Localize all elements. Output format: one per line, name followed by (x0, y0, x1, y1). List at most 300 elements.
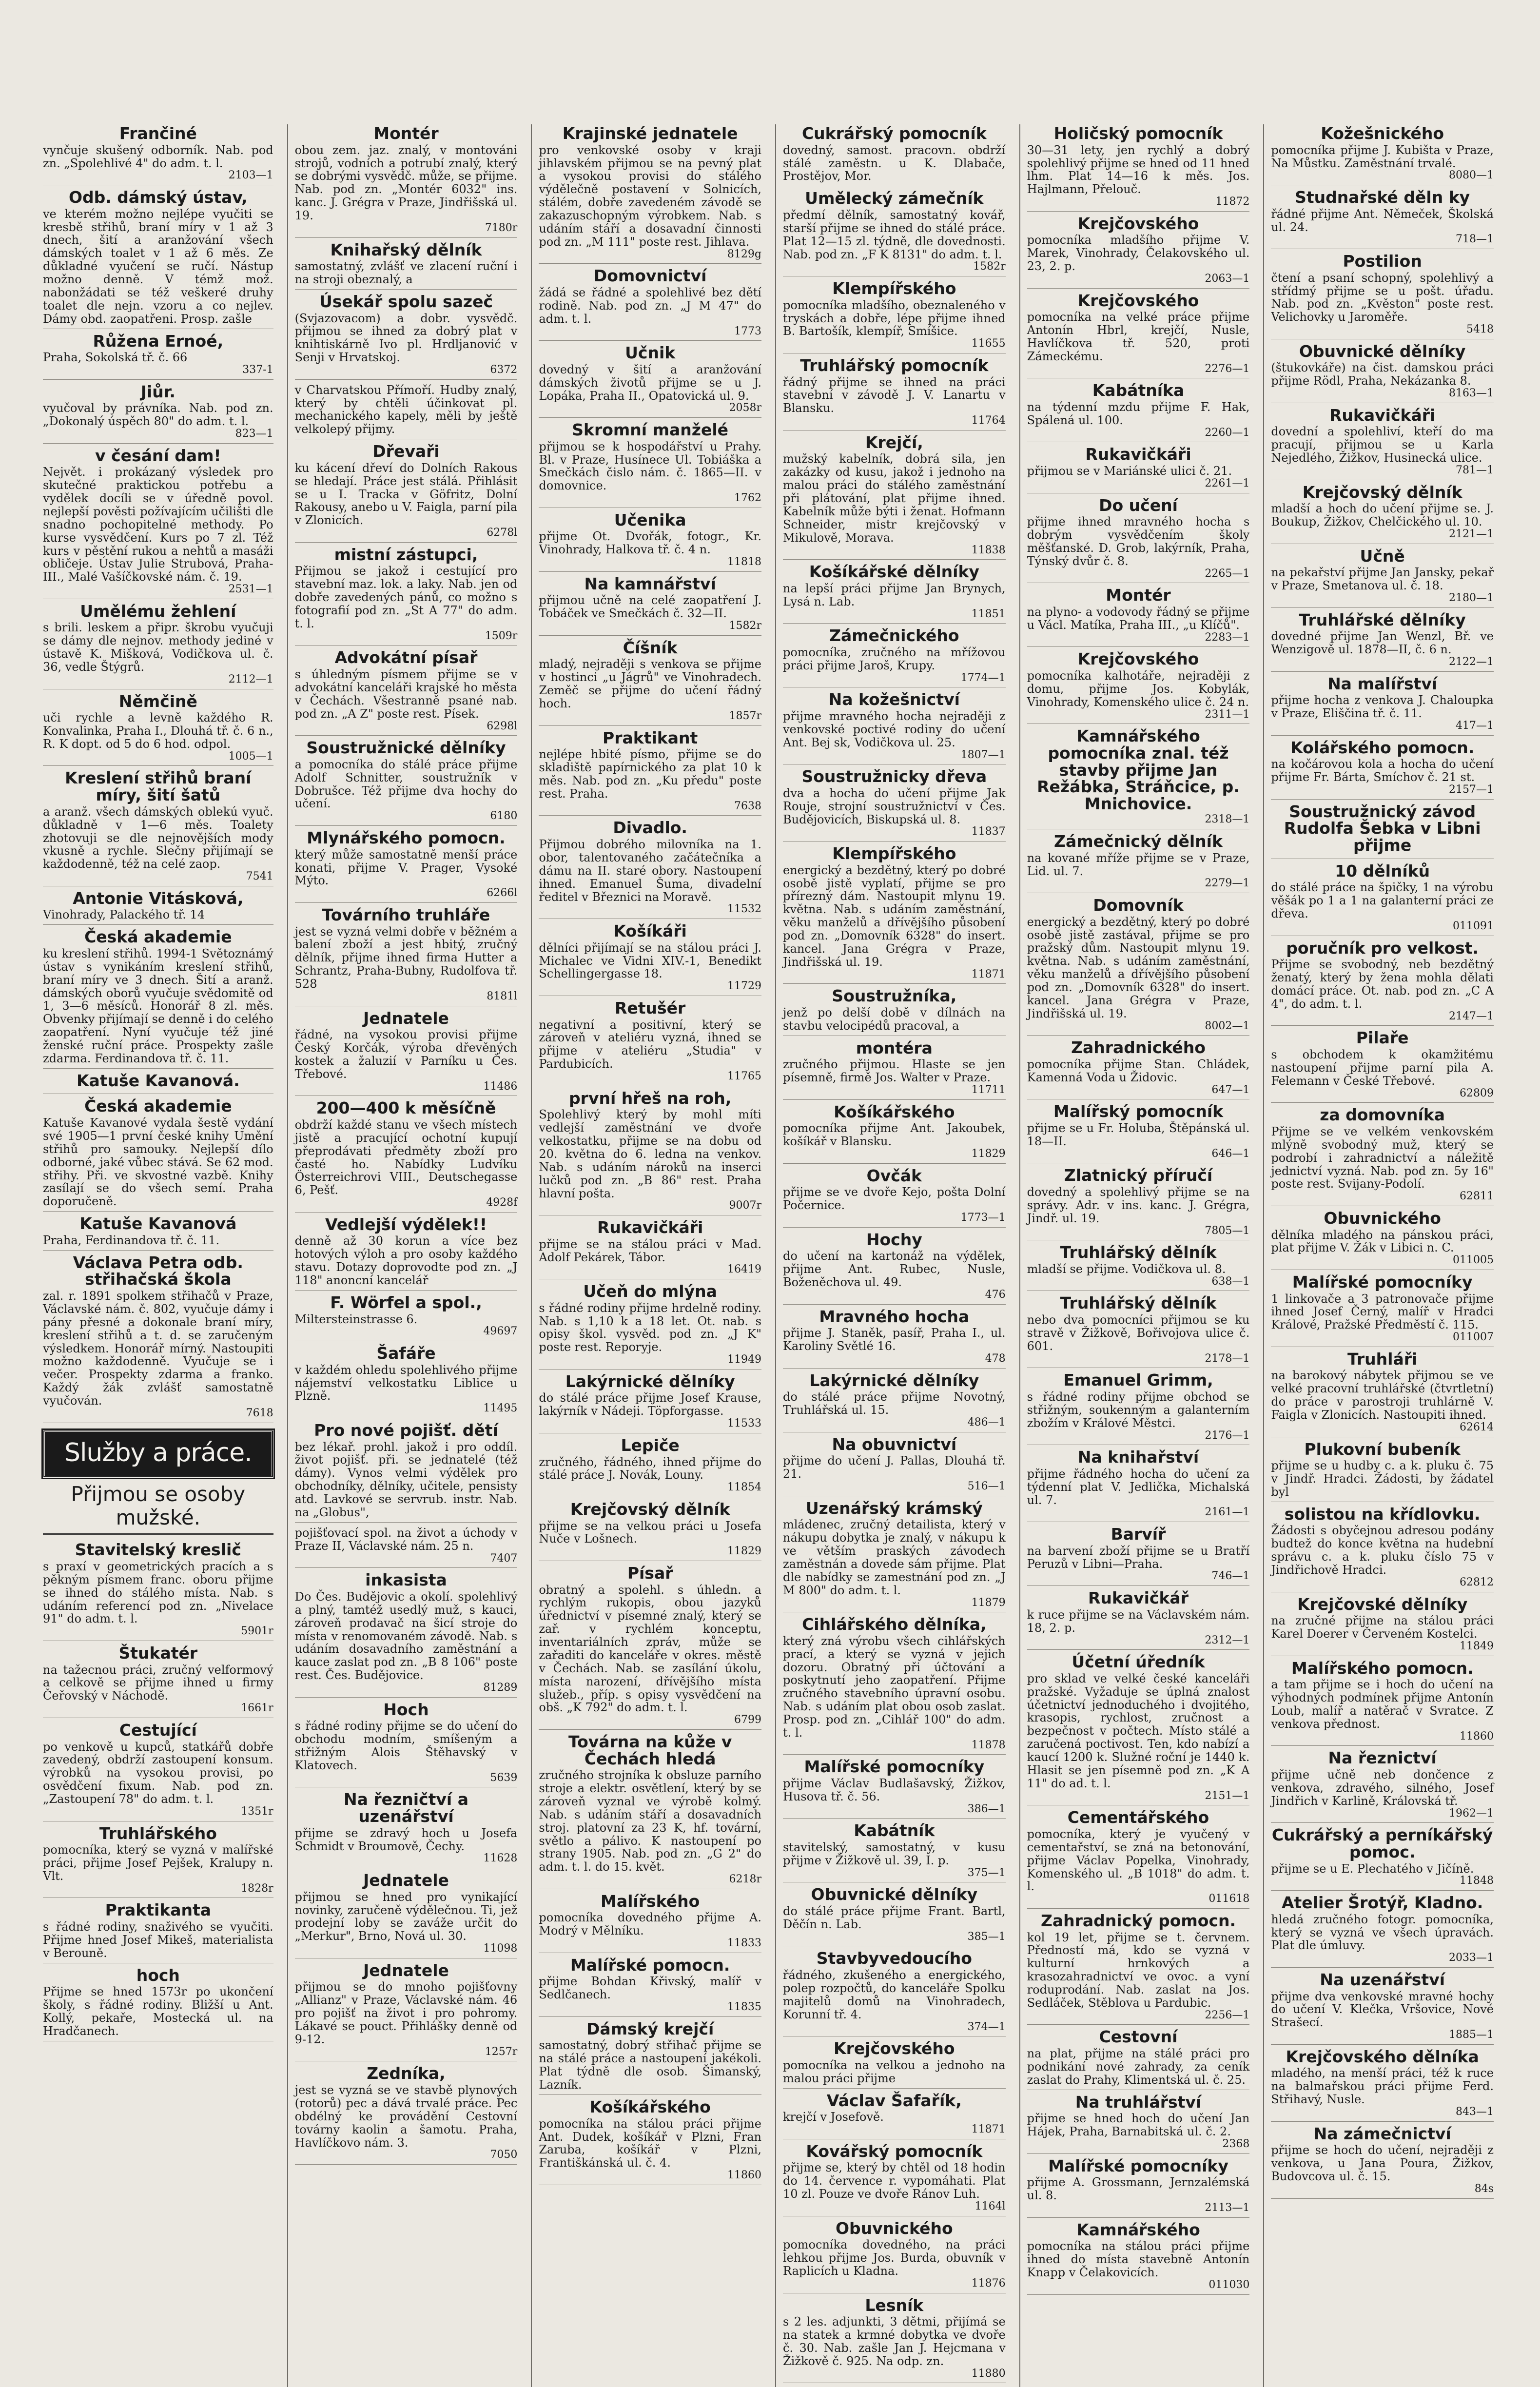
ad-footer: 2368 (1222, 2138, 1250, 2151)
ad-list (295, 125, 518, 2165)
ad-body: Přijme se ve velkém venkovském mlýně svobodný muž, který se podrobí i zahradnictví a náležitě jednictví vyzná. Nab. pod zn. 5y 16" poste rest. Svijany-Podolí. (1271, 1124, 1494, 1191)
ad-title: Hochy (866, 1230, 922, 1249)
ad-title: Česká akademie (84, 927, 232, 947)
ad-title: Na kožešnictví (828, 690, 960, 709)
ad-footer: 62809 (1459, 1087, 1494, 1099)
ad-footer: 11765 (727, 1070, 761, 1083)
ad-footer: 11838 (971, 544, 1006, 556)
classified-ad (295, 1872, 518, 1958)
classified-ad (783, 2040, 1006, 2088)
classified-ad (1027, 651, 1250, 724)
classified-ad (539, 923, 761, 996)
ad-footer: 374—1 (967, 2020, 1006, 2033)
ad-body: mladý, nejraději s venkova se přijme v hostinci „u Jágrů" ve Vinohradech. Zeměč se přijme do učení řádný hoch. (539, 657, 761, 711)
classified-ad (295, 1526, 518, 1568)
classified-ad (539, 1090, 761, 1215)
classified-ad (295, 1422, 518, 1523)
ad-title: Cementářského (1067, 1808, 1209, 1827)
classified-ad (1027, 125, 1250, 212)
ad-body: s praxí v geometrických pracích a s pěkným písmem franc. oboru přijme se ihned do stálého místa. Nab. s udáním referencí pod zn. „Nivelace 91" do adm. t. l. (43, 1559, 273, 1626)
classified-ad (1027, 1039, 1250, 1099)
ad-footer: 11849 (1459, 1640, 1494, 1652)
ad-footer: 6372 (490, 364, 518, 376)
classified-ad (1271, 1972, 1494, 2045)
ad-footer: 6266l (487, 887, 518, 900)
ad-body: samostatný, dobrý střihač přijme se na stálé práce a nastoupení jakékoli. Plat týdně dle osob. Šimanský, Lazník. (539, 2038, 761, 2092)
ad-title: Krejčovského (1077, 291, 1199, 310)
ad-footer: 718—1 (1455, 233, 1494, 246)
ad-body: přijme J. Staněk, pasíř, Praha I., ul. Karoliny Světlé 16. (782, 1326, 1006, 1353)
ad-footer: 11533 (727, 1417, 761, 1430)
ad-body: jest se vyzná velmi dobře v běžném a balení zboží a jest hbitý, zručný dělník, přijme ihned firma Hutter a Schrantz, Praha-Bubny, Rudolfova tř. 528 (294, 924, 518, 991)
ad-body: pomocníka na velkou a jednoho na malou práci přijme (782, 2058, 1006, 2085)
ad-footer: 843—1 (1455, 2106, 1494, 2118)
ad-footer: 11818 (727, 556, 761, 568)
ad-body: po venkově u kupců, statkářů dobře zavedený, obdrží zastoupení konsum. výrobků na vysokou provisi, po osvědčení fixum. Nab. pod zn. „Zastoupení 78" do adm. t. l. (43, 1740, 273, 1806)
ad-body: přijme Václav Budlašavský, Žižkov, Husova tř. č. 56. (782, 1777, 1006, 1803)
ad-footer: 6298l (487, 720, 518, 732)
ad-body: pomocníka na stálou práci přijme Ant. Dudek, košíkář v Plzni, Fran Zaruba, košíkář v Plzni, Františkánská ul. č. 4. (539, 2116, 761, 2170)
classified-ad (783, 988, 1006, 1036)
ad-title: Lakýrnické dělníky (565, 1371, 735, 1391)
classified-ad (1271, 253, 1494, 339)
ad-body: dovedný v šití a aranžování dámských životů přijme se u J. Lopáka, Praha II., Opatovická ul. 9. (539, 362, 761, 403)
ad-footer: 5639 (490, 1771, 518, 1784)
ad-title: Emanuel Grimm, (1063, 1370, 1213, 1390)
classified-ad (539, 1957, 761, 2017)
ad-body: pomocníka mladšího, obeznaleného v tryskách a dobře, lépe přijme ihned B. Bartošík, klempíř, Smíšice. (782, 298, 1006, 338)
ad-body: řádného, zkušeného a energického, polep rozpočtů, do kanceláře Spolku majitelů domů na Vinohradech, Korunní tř. 4. (782, 1968, 1006, 2021)
ad-body: přijme se na stálou práci v Mad. Adolf Pekárek, Tábor. (539, 1237, 761, 1264)
ad-title: Kamnářského (1076, 2220, 1200, 2239)
ad-title: Na knihařství (1077, 1448, 1199, 1467)
ad-title: Postilion (1343, 252, 1422, 271)
classified-ad (43, 1645, 273, 1718)
ad-footer: 2058r (729, 402, 761, 414)
ad-body: s úhledným písmem přijme se v advokátní kanceláři krajské ho města v Čechách. Všestranně psané nab. pod zn. „A Z" poste rest. Písek. (294, 667, 518, 721)
ad-footer: 11729 (727, 980, 761, 993)
ad-title: Učně (1360, 546, 1405, 566)
ad-body: zručného, řádného, ihned přijme do stálé práce J. Novák, Louny. (539, 1455, 761, 1482)
ad-body: přijmou se hned pro vynikající novinky, zaručeně výdělečnou. Ti, jež prodejní loby se zaváže určit do „Merkur", Brno, Nová ul. 30. (294, 1890, 518, 1943)
ad-title: Na uzenářství (1320, 1970, 1445, 1989)
ad-footer: 62812 (1459, 1576, 1494, 1588)
ad-body: (Svjazovacom) a dobr. vysvědč. přijmou se ihned za dobrý plat v knihtiskárně Ivo pl. Hrdljanović v Senji v Hrvatskoj. (294, 311, 518, 365)
classified-ad (783, 357, 1006, 430)
ad-title: Soustružnický závod Rudolfa Šebka v Libni přijme (1284, 802, 1481, 855)
ad-title: Zámečnického (829, 626, 959, 646)
ad-footer: 2122—1 (1448, 656, 1494, 668)
classified-ad (1027, 1590, 1250, 1650)
ad-body: dělníka mladého na pánskou práci, plat přijme V. Žák v Libici n. C. (1271, 1228, 1494, 1255)
ad-title: Praktikanta (105, 1900, 212, 1920)
classified-ad (539, 2099, 761, 2185)
ad-footer: 7805—1 (1205, 1224, 1250, 1237)
ad-title: první hřeš na roh, (569, 1088, 732, 1108)
ad-footer: 11098 (483, 1942, 518, 1955)
ad-body: kol 19 let, přijme se t. červnem. Předností má, kdo se vyzná v kulturní hrnkových a krasozahradnictví ve ovoc. a vyní roduprodání. Nab. zaslat na Jos. Sedláček, Stěblova u Pardubic. (1027, 1930, 1250, 2010)
ad-body: který zná výrobu všech cihlářských prací, a který se vyzná v jejich dozoru. Obratný při účtování a poskytnutí jeho zaopatření. Přijme zručného stavebního úpravní osobu. Nab. s udáním plat obou osob zaslat. Prosp. pod zn. „Cihlář 100" do adm. t. l. (782, 1634, 1006, 1740)
ad-title: Jednatele (363, 1960, 449, 1980)
ad-footer: 11829 (727, 1545, 761, 1558)
ad-footer: 478 (985, 1352, 1006, 1365)
ad-body: čtení a psaní schopný, spolehlivý a střídmý přijme se u pošt. úřadu. Nab. pod zn. „Kvěston" poste rest. Velichovky u Jaroměře. (1271, 271, 1494, 324)
ad-footer: 2161—1 (1205, 1506, 1250, 1519)
ad-footer: 2033—1 (1448, 1952, 1494, 1964)
classified-ad (43, 890, 273, 925)
ad-title: Antonie Vitásková, (73, 888, 244, 908)
classified-ad (43, 603, 273, 689)
ad-footer: 1005—1 (228, 750, 273, 763)
ad-body: s 2 les. adjunkti, 3 dětmi, přijímá se na statek a krmné dobytka ve dvoře č. 30. Nab. zašle Jan J. Hejcmana v Žižkově č. 925. Na odp. zn. (782, 2315, 1006, 2368)
ad-footer: 11860 (1459, 1730, 1494, 1742)
ad-footer: 11764 (971, 414, 1006, 427)
ad-title: Domovník (1093, 896, 1184, 915)
classified-ad (1027, 1244, 1250, 1291)
classified-ad (43, 1722, 273, 1821)
classified-ad (539, 1000, 761, 1086)
classified-ad (783, 768, 1006, 841)
ad-title: Malířské pomocníky (1292, 1272, 1473, 1291)
ad-footer: 11829 (971, 1148, 1006, 1160)
column-1 (43, 124, 280, 2387)
classified-ad (1271, 343, 1494, 403)
classified-ad (783, 1104, 1006, 1164)
ad-title: Továrního truhláře (322, 905, 490, 924)
ad-footer: 6218r (729, 1873, 761, 1886)
ad-footer: 11876 (971, 2277, 1006, 2289)
ad-body: přijme se u Fr. Holuba, Štěpánská ul. 18—II. (1027, 1121, 1250, 1148)
ad-body: pomocníka, který se vyzná v malířské práci, přijme Josef Pejšek, Kralupy n. Vlt. (43, 1843, 273, 1883)
ad-title: Rukavičkáři (1085, 445, 1191, 464)
ad-body: v každém ohledu spolehlivého přijme nájemství velkostatku Liblice u Plzně. (294, 1363, 518, 1403)
classified-ad (43, 333, 273, 380)
classified-ad (295, 1294, 518, 1341)
classified-ad (295, 907, 518, 1006)
classified-ad (1271, 1274, 1494, 1347)
ad-title: Umělecký zámečník (805, 189, 984, 208)
ad-title: Retušér (614, 998, 686, 1017)
ad-footer: 7407 (490, 1552, 518, 1565)
ad-body: zal. r. 1891 spolkem střihačů v Praze, Václavské nám. č. 802, vyučuje dámy i pány přesné a dokonale braní míry, kreslení střihů a t. d. se zaručeným výsledkem. Honorář mírný. Nastoupiti možno každodenně. Vyučuje se i večer. Prospekty zdarma a franko. Každý žák zvlášť samostatně vyučován. (43, 1289, 273, 1408)
classified-ad (783, 1168, 1006, 1228)
classified-ad (43, 770, 273, 886)
ad-title: Lakýrnické dělníky (809, 1370, 979, 1390)
ad-title: Na řezničtví a uzenářství (344, 1790, 468, 1826)
ad-footer: 62614 (1459, 1421, 1494, 1433)
ad-footer: 385—1 (967, 1930, 1006, 1943)
ad-footer: 11837 (971, 825, 1006, 838)
ad-body: přijme Bohdan Křivský, malíř v Sedlčanech. (539, 1975, 761, 2002)
classified-ad (295, 1216, 518, 1291)
classified-ad (1027, 587, 1250, 647)
ad-body: nebo dva pomocníci přijmou se ku stravě v Žižkově, Bořivojova ulice č. 601. (1027, 1313, 1250, 1353)
ad-body: dovední a spolehliví, kteří do ma pracují, přijmou se u Karla Nejedlého, Žižkov, Husinecká ulice. (1271, 425, 1494, 465)
ad-title: Pilaře (1356, 1028, 1409, 1048)
ad-title: Montér (1106, 586, 1171, 605)
ad-title: Krejčí, (865, 432, 923, 452)
ad-title: Cihlářského dělníka, (802, 1615, 987, 1634)
ad-body: s řádné rodiny, snaživého se vyučiti. Přijme hned Josef Mikeš, materialista v Berouně. (43, 1920, 273, 1960)
ad-footer: 516—1 (967, 1480, 1006, 1493)
ad-body: s řádné rodiny přijme se do učení do obchodu modním, smíšeným a střižným Alois Štěhavský v Klatovech. (294, 1719, 518, 1772)
ad-title: Zámečnický dělník (1054, 832, 1223, 851)
ad-footer: 7180r (485, 221, 518, 234)
classified-ad (1027, 293, 1250, 379)
ad-footer: 011618 (1209, 1893, 1250, 1905)
ad-title: Domovnictví (593, 266, 707, 286)
classified-ad (1027, 2094, 1250, 2154)
ad-body: přijme se, který by chtěl od 18 hodin do 14. července r. vypomáhati. Plat 10 zl. Pouze ve dvoře Ránov Luh. (782, 2161, 1006, 2201)
ad-body: k ruce přijme se na Václavském nám. 18, 2. p. (1027, 1607, 1250, 1635)
ad-title: Jednatele (363, 1871, 449, 1890)
ad-body: 30—31 lety, jen rychlý a dobrý spolehlivý přijme se hned od 11 hned lhm. Plat 14—16 k měs. Jos. Hajlmann, Přelouč. (1027, 143, 1250, 196)
ad-title: montéra (856, 1038, 933, 1057)
ad-body: dva a hocha do učení přijme Jak Rouje, strojní soustružnictví v Čes. Budějovicích, Biskupská ul. 8. (782, 786, 1006, 826)
classified-ad (783, 845, 1006, 984)
ad-title: Advokátní písař (334, 648, 478, 667)
ad-list (43, 1542, 273, 2041)
ad-title: Kožešnického (1321, 124, 1444, 143)
ad-footer: 386—1 (967, 1802, 1006, 1815)
ad-title: Krejčovského (834, 2039, 955, 2058)
ad-title: Kolářského pomocn. (1290, 738, 1475, 757)
ad-footer: 011005 (1453, 1254, 1494, 1267)
ad-footer: 1857r (729, 709, 761, 722)
ad-title: Praktikant (603, 728, 698, 747)
ad-title: Knihařský dělník (330, 240, 482, 259)
ad-body: na kočárovou kola a hocha do učení přijme Fr. Bárta, Smíchov č. 21 st. (1271, 757, 1494, 784)
ad-body: s řádné rodiny přijme obchod se střižným, soukenným a galanterním zbožím v Králové Městci. (1027, 1389, 1250, 1430)
ad-body: ve kterém možno nejlépe vyučiti se kresbě střihů, braní míry v 1 až 3 dnech, šití a aranžování všech dámských toalet v 1 až 6 měs. Ze důkladné vyučení se ručí. Nástup možno denně. V témž mož. nabonžádati se též veškeré druhy toalet dle nejn. vzoru a co nejlev. Dámy obd. zaopatřeni. Prosp. zašle (43, 207, 273, 326)
ad-footer: 1773 (734, 325, 761, 337)
ad-footer: 62811 (1459, 1190, 1494, 1203)
ad-title: Košíkáři (613, 921, 687, 941)
classified-ad (1271, 189, 1494, 249)
ad-footer: 2121—1 (1448, 528, 1494, 541)
ad-body: obou zem. jaz. znalý, v montováni strojů, vodních a potrubí znalý, který se dobrými vysvědč. může, se přijme. Nab. pod zn. „Montér 6032" ins. kanc. J. Grégra v Praze, Jindřišská ul. 19. (294, 143, 518, 223)
classified-ad (539, 125, 761, 264)
classified-ad (43, 1098, 273, 1212)
classified-ad (295, 125, 518, 238)
ad-title: Truhlářský dělník (1060, 1293, 1217, 1313)
ad-title: Česká akademie (84, 1096, 232, 1116)
ad-body: do stálé práce přijme Frant. Bartl, Děčín n. Lab. (782, 1904, 1006, 1931)
ad-body: pro sklad ve velké české kanceláři pražské. Vyžaduje se úplná znalost účetnictví jednoduchého i dvojitého, krasopis, rychlost, zručnost a bezpečnost v počtech. Místo stálé a zaručená poctivost. Ten, kdo nabízí a kaucí 1200 k. Služné roční je 1440 k. Hlasit se jen písemně pod zn. „K A 11" do ad. t. l. (1027, 1671, 1250, 1790)
ad-body: uči rychle a levně každého R. Konvalinka, Praha I., Dlouhá tř. č. 6 n., R. K dopt. od 5 do 6 hod. odpol. (43, 711, 273, 751)
ad-body: Vinohrady, Palackého tř. 14 (43, 908, 205, 922)
classified-ad (1027, 1372, 1250, 1445)
ad-body: (štukovkáře) na čist. damskou práci přijme Rödl, Praha, Nekázanka 8. (1271, 361, 1494, 388)
classified-ad (1271, 863, 1494, 936)
ad-title: Krejčovského (1077, 214, 1199, 233)
classified-ad (539, 1219, 761, 1279)
ad-footer: 8129g (727, 248, 761, 260)
classified-ad (783, 564, 1006, 624)
ad-title: Rukavičkáři (597, 1218, 703, 1237)
classified-ad (1271, 2126, 1494, 2199)
ad-title: Úsekář spolu sazeč (319, 292, 493, 311)
ad-footer: 8080—1 (1448, 169, 1494, 182)
ad-title: Stavitelský kreslič (75, 1540, 241, 1560)
ad-footer: 2265—1 (1205, 567, 1250, 580)
ad-body: řádné přijme Ant. Němeček, Školská ul. 24. (1271, 207, 1494, 234)
ad-footer: 11486 (483, 1080, 518, 1093)
ad-title: Na kamnářství (584, 574, 716, 593)
ad-title: Truhlářský pomocník (800, 355, 989, 375)
ad-body: pomocníka, zručného na mřížovou práci přijme Jaroš, Krupy. (782, 645, 1006, 672)
ad-body: přijme řádného hocha do učení za týdenní plat V. Jedlička, Michalská ul. 7. (1027, 1467, 1250, 1507)
classified-ad (539, 1283, 761, 1370)
classified-ad (539, 730, 761, 816)
ad-title: Růžena Ernoé, (93, 331, 224, 351)
classified-ad (1271, 1827, 1494, 1891)
ad-footer: 2113—1 (1205, 2202, 1250, 2214)
ad-title: Klempířského (832, 279, 956, 298)
ad-footer: 11872 (1215, 196, 1250, 208)
classified-ad (539, 512, 761, 572)
classified-ad (1027, 1526, 1250, 1586)
classified-ad (43, 1215, 273, 1251)
ad-body: přijme se ve dvoře Kejo, pošta Dolní Počernice. (782, 1185, 1006, 1213)
ad-footer: 11871 (971, 2123, 1006, 2136)
ad-body: přijme do učení J. Pallas, Dlouhá tř. 21. (782, 1454, 1006, 1481)
ad-title: Zedníka, (367, 2064, 446, 2083)
classified-ad (1271, 1441, 1494, 1502)
ad-footer: 11880 (971, 2367, 1006, 2380)
ad-footer: 49697 (483, 1325, 518, 1338)
ad-footer: 011007 (1453, 1331, 1494, 1344)
ad-footer: 476 (985, 1288, 1006, 1301)
classified-ad (783, 280, 1006, 353)
ad-footer: 1774—1 (960, 671, 1006, 684)
ad-title: Cukrářský pomocník (801, 124, 987, 143)
classified-ad (295, 443, 518, 543)
ad-body: pomocníka, který je vyučený v cementařství, se zná na betonování, přijme Václav Popelka, Vinohrady, Komenského ul. „B 1018" do adm. t. l. (1027, 1827, 1250, 1894)
ad-body: přijme hocha z venkova J. Chaloupka v Praze, Eliščina tř. č. 11. (1271, 693, 1494, 721)
classified-ad (295, 1791, 518, 1868)
ad-body: pomocníka dovedného přijme A. Modrý v Mělníku. (539, 1911, 761, 1938)
classified-ad (1027, 728, 1250, 829)
section-banner: Služby a práce. (43, 1430, 273, 1478)
ad-title: hoch (136, 1965, 180, 1985)
classified-ad (783, 2220, 1006, 2293)
classified-ad (539, 268, 761, 341)
ad-footer: 11878 (971, 1739, 1006, 1751)
ad-list (539, 125, 761, 2185)
ad-body: mládenec, zručný detailista, který v nákupu dobytka je znalý, v nákupu k ve větším praských závodech zaměstnán a dovede sám přijme. Plat dle nabídky se zamestnání pod zn. „J M 800" do adm. t. l. (782, 1518, 1006, 1597)
classified-ad (539, 1734, 761, 1889)
classified-ad (783, 1040, 1006, 1100)
classified-ad (1027, 1103, 1250, 1163)
classified-ad (783, 2143, 1006, 2216)
ad-body: Žádosti s obyčejnou adresou podány budtež do konce května na hudební správu c. a k. pluku číslo 75 v Jindřichově Hradci. (1271, 1524, 1494, 1577)
ad-footer: 2261—1 (1205, 477, 1250, 489)
ad-body: do stálé práce přijme Josef Krause, lakýrník v Nádeji. Töpforgasse. (539, 1391, 761, 1418)
classified-ad (1027, 1654, 1250, 1805)
ad-title: Montér (373, 124, 439, 143)
ad-body: Do Čes. Budějovic a okolí. spolehlivý a plný, tamtéž usedlý muž, s kauci, zároveň prodavač na šicí stroje do místa v renomovaném závodě. Nab. s udáním dosavadního zaměstnání a kauce zaslat pod zn. „B 8 106" poste rest. Čes. Budějovice. (294, 1589, 518, 1683)
ad-footer: 781—1 (1455, 464, 1494, 477)
classified-ad (783, 2093, 1006, 2139)
ad-body: přijme se hned hoch do učení Jan Hájek, Praha, Barnabitská ul. č. 2. (1027, 2112, 1250, 2139)
ad-title: Malířské pomocníky (1048, 2156, 1228, 2175)
column-2 (287, 124, 525, 2387)
ad-title: Pro nové pojišť. dětí (314, 1420, 498, 1440)
ad-title: mistní zástupci, (334, 545, 478, 564)
ad-title: Košíkářského (589, 2097, 711, 2116)
ad-footer: 2256—1 (1205, 2009, 1250, 2021)
classified-ad (1271, 2049, 1494, 2122)
classified-ad (1271, 407, 1494, 480)
ad-footer: 2176—1 (1205, 1429, 1250, 1442)
ad-title: Obuvnické dělníky (1299, 341, 1466, 361)
classified-ad (43, 189, 273, 329)
ad-footer: 1661r (241, 1702, 273, 1715)
classified-ad (1271, 1506, 1494, 1592)
column-5 (1019, 124, 1257, 2387)
ad-body: negativní a positivní, který se zároveň v ateliéru vyzná, ihned se přijme v ateliéru „Studia" v Pardubicích. (539, 1017, 761, 1071)
ad-body: na plat, přijme na stálé práci pro podnikání nové zahrady, za ceník zaslat do Prahy, Klimentská ul. č. 25. (1027, 2047, 1250, 2087)
ad-footer: 5901r (241, 1625, 273, 1638)
ad-footer: 2157—1 (1448, 783, 1494, 796)
ad-footer: 486—1 (967, 1416, 1006, 1429)
ad-body: přijme učně neb dončence z venkova, zdravého, silného, Josef Jindřich v Karlině, Královská tř. (1271, 1768, 1494, 1808)
ad-body: pomocníka přijme J. Kubišta v Praze, Na Můstku. Zaměstnání trvalé. (1271, 143, 1494, 170)
ad-title: Ovčák (866, 1166, 922, 1185)
ad-title: Továrna na kůže v Čechách hledá (568, 1732, 732, 1768)
ad-footer: 8181l (487, 990, 518, 1002)
classified-ad (783, 125, 1006, 186)
ad-title: Štukatér (118, 1643, 198, 1663)
ad-title: Cestovní (1099, 2027, 1178, 2047)
ad-body: přijme se u hudby c. a k. pluku č. 75 v Jindř. Hradci. Žádosti, by žádatel byl (1271, 1459, 1494, 1499)
ad-body: pomocníka kalhotáře, nejraději z domu, přijme Jos. Kobylák, Vinohrady, Komenského ulice č. 24 n. (1027, 669, 1250, 709)
ad-title: Holičský pomocník (1053, 124, 1223, 143)
ad-body: na tažecnou práci, zručný velformový a celkově se přijme ihned u firmy Čeřovský v Náchodě. (43, 1663, 273, 1703)
ad-body: do učení na kartonáž na výdělek, přijme Ant. Rubec, Nusle, Boženěchova ul. 49. (782, 1249, 1006, 1290)
ad-body: pomocníka mladšího přijme V. Marek, Vinohrady, Čelakovského ul. 23, 2. p. (1027, 233, 1250, 274)
ad-title: Umělému žehlení (80, 601, 236, 621)
classified-ad (43, 929, 273, 1069)
classified-ad (783, 1886, 1006, 1946)
ad-footer: 2112—1 (228, 673, 273, 685)
ad-list (1271, 125, 1494, 2199)
classified-ad (783, 1436, 1006, 1496)
ad-body: energický a bezdětný, který po dobré osobě jistě zastával, přijme se pro pražský dům. Nastoupit mlynu 19. května. Nab. s udáním zaměstnání, věku manželů a dřívějšího působení pod zn. „Domovník 6328" do insert. kancel. Jana Grégra v Praze, Jindřišská ul. 19. (1027, 915, 1250, 1020)
classified-ad (783, 1822, 1006, 1882)
classified-ad (43, 1902, 273, 1963)
classified-ad (783, 627, 1006, 687)
classified-ad (295, 1962, 518, 2062)
classified-ad (1271, 940, 1494, 1026)
ad-title: Jiůr. (140, 382, 175, 401)
ad-title: Na malířství (1327, 674, 1438, 693)
section-heading: Přijmou se osoby mužské. (43, 1483, 273, 1535)
ad-title: solistou na křídlovku. (1284, 1504, 1481, 1524)
ad-body: hledá zručného fotogr. pomocníka, který se vyzná ve všech úpravách. Plat dle úmluvy. (1271, 1912, 1494, 1953)
classified-ad (43, 1542, 273, 1641)
ad-title: Malířské pomocn. (570, 1955, 730, 1975)
classified-ad (1027, 1167, 1250, 1240)
ad-body: a aranž. všech dámských oblekú vyuč. důkladně v 1—6 měs. Toalety zhotovuji se dle nejnovějších mody vkusně a rychle. Slečny přijímají se každodenně, též na celé zaop. (43, 804, 273, 871)
classified-ad (1027, 2029, 1250, 2090)
classified-ad (1027, 1449, 1250, 1522)
ad-body: Přijme se hned 1573r po ukončení školy, s řádné rodiny. Bližší u Ant. Kollý, pekaře, Mostecká ul. na Hradčanech. (43, 1985, 273, 2038)
ad-title: Skromní manželé (572, 420, 729, 440)
ad-footer: 7050 (490, 2149, 518, 2161)
classified-ad (783, 2297, 1006, 2384)
